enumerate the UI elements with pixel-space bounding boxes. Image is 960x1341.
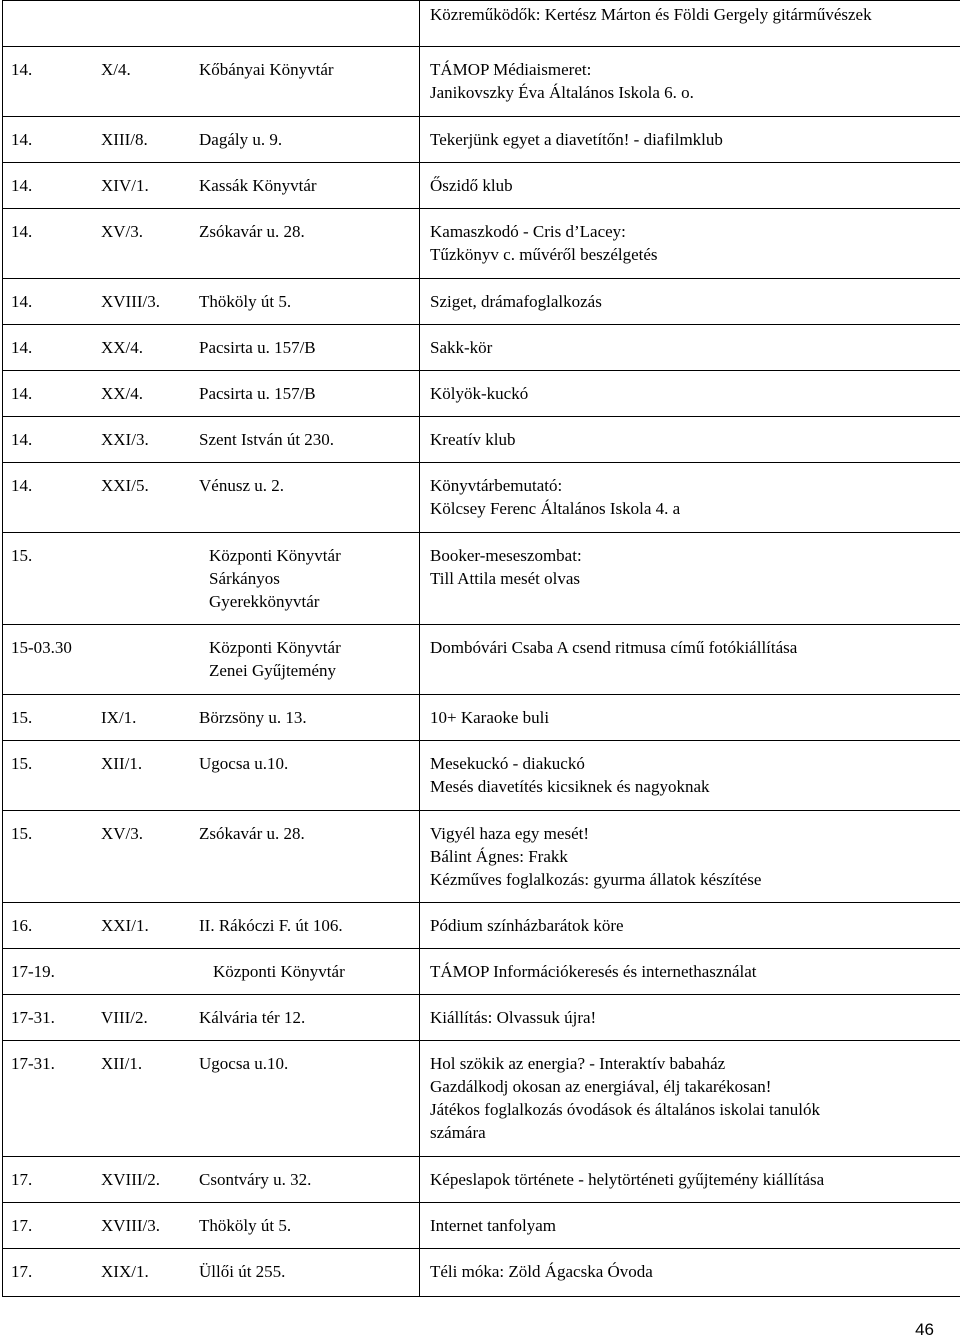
place-line: Thököly út 5.: [199, 1216, 292, 1235]
location-cell: [3, 209, 420, 279]
table-row: [3, 695, 960, 741]
table-row: [3, 811, 960, 903]
location-cell: [3, 163, 420, 209]
program-cell: [420, 117, 960, 163]
place-text: [199, 1260, 285, 1283]
table-row: [3, 1, 960, 47]
date-text: 14.: [11, 292, 33, 311]
program-text: [420, 625, 960, 659]
date-text: 14.: [11, 222, 33, 241]
date-text: 17-31.: [11, 1008, 55, 1027]
program-text: [420, 741, 960, 798]
table-row: [3, 325, 960, 371]
program-cell: [420, 371, 960, 417]
place-line: Központi Könyvtár: [209, 638, 341, 657]
place-text: [199, 58, 334, 81]
table-row: [3, 625, 960, 695]
place-line: Börzsöny u. 13.: [199, 708, 307, 727]
location-cell: [3, 1203, 420, 1249]
location-cell: [3, 1, 420, 47]
place-text: [199, 174, 317, 197]
program-line: Mesés diavetítés kicsiknek és nagyoknak: [430, 777, 710, 796]
place-line: Központi Könyvtár: [213, 962, 345, 981]
program-line: Booker-meseszombat:: [430, 546, 582, 565]
place-text: [199, 1168, 311, 1191]
date-text: 14.: [11, 130, 33, 149]
district-text: X/4.: [101, 60, 131, 79]
location-cell: [3, 279, 420, 325]
program-line: 10+ Karaoke buli: [430, 708, 550, 727]
program-cell: [420, 533, 960, 625]
district-text: VIII/2.: [101, 1008, 148, 1027]
district-text: IX/1.: [101, 708, 137, 727]
program-text: [420, 47, 960, 104]
table-row: [3, 533, 960, 625]
program-line: Tekerjünk egyet a diavetítőn! - diafilmklub: [430, 130, 723, 149]
date-text: 14.: [11, 338, 33, 357]
district-text: XIII/8.: [101, 130, 148, 149]
location-cell: [3, 117, 420, 163]
place-line: Üllői út 255.: [199, 1262, 286, 1281]
program-cell: [420, 1249, 960, 1297]
location-cell: [3, 417, 420, 463]
program-text: [420, 695, 960, 729]
program-line: Pódium színházbarátok köre: [430, 916, 624, 935]
program-line: Gazdálkodj okosan az energiával, élj takarékosan!: [430, 1077, 772, 1096]
program-line: Kölcsey Ferenc Általános Iskola 4. a: [430, 499, 681, 518]
program-text: [420, 279, 960, 313]
location-cell: [3, 695, 420, 741]
place-text: [199, 474, 284, 497]
table-row: [3, 117, 960, 163]
schedule-body: [3, 1, 960, 1297]
table-row: [3, 47, 960, 117]
place-line: Thököly út 5.: [199, 292, 292, 311]
location-cell: [3, 47, 420, 117]
location-cell: [3, 1041, 420, 1157]
program-text: [420, 1041, 960, 1144]
table-row: [3, 1157, 960, 1203]
place-text: [199, 290, 291, 313]
district-text: XX/4.: [101, 338, 144, 357]
place-text: [209, 544, 341, 613]
program-line: Őszidő klub: [430, 176, 513, 195]
program-line: számára: [430, 1123, 486, 1142]
date-text: 15-03.30: [11, 638, 72, 657]
place-line: Zsókavár u. 28.: [199, 222, 305, 241]
date-text: 14.: [11, 384, 33, 403]
date-text: 17-19.: [11, 962, 55, 981]
program-line: Könyvtárbemutató:: [430, 476, 563, 495]
place-line: Gyerekkönyvtár: [209, 592, 320, 611]
place-text: [199, 914, 343, 937]
date-text: 17.: [11, 1262, 33, 1281]
program-cell: [420, 949, 960, 995]
program-text: [420, 163, 960, 197]
district-text: XX/4.: [101, 384, 144, 403]
date-text: 15.: [11, 546, 33, 565]
location-cell: [3, 811, 420, 903]
date-text: 15.: [11, 754, 33, 773]
program-line: Képeslapok története - helytörténeti gyűjtemény kiállítása: [430, 1170, 825, 1189]
program-text: [420, 209, 960, 266]
district-text: XXI/5.: [101, 476, 149, 495]
table-row: [3, 741, 960, 811]
table-row: [3, 1249, 960, 1297]
place-line: II. Rákóczi F. út 106.: [199, 916, 343, 935]
program-line: Kölyök-kuckó: [430, 384, 529, 403]
date-text: 14.: [11, 430, 33, 449]
program-text: [420, 533, 960, 590]
program-line: Sakk-kör: [430, 338, 493, 357]
program-text: [420, 811, 960, 891]
district-text: XXI/3.: [101, 430, 149, 449]
place-text: [199, 128, 282, 151]
program-line: Internet tanfolyam: [430, 1216, 557, 1235]
program-line: TÁMOP Információkeresés és internethasználat: [430, 962, 757, 981]
place-text: [199, 382, 316, 405]
district-text: XXI/1.: [101, 916, 149, 935]
district-text: XIX/1.: [101, 1262, 149, 1281]
program-cell: [420, 163, 960, 209]
program-line: Kreatív klub: [430, 430, 516, 449]
location-cell: [3, 625, 420, 695]
page-number: 46: [915, 1320, 934, 1339]
table-row: [3, 1203, 960, 1249]
program-cell: [420, 995, 960, 1041]
program-text: [420, 995, 960, 1029]
district-text: XVIII/3.: [101, 1216, 161, 1235]
date-text: 15.: [11, 708, 33, 727]
place-text: [199, 336, 316, 359]
place-line: Pacsirta u. 157/B: [199, 338, 316, 357]
place-text: [209, 636, 341, 682]
program-text: [420, 949, 960, 983]
table-row: [3, 463, 960, 533]
table-row: [3, 163, 960, 209]
location-cell: [3, 903, 420, 949]
table-row: [3, 949, 960, 995]
program-cell: [420, 741, 960, 811]
program-cell: [420, 279, 960, 325]
program-line: Téli móka: Zöld Ágacska Óvoda: [430, 1262, 653, 1281]
program-line: Közreműködők: Kertész Márton és Földi Gergely gitárművészek: [430, 5, 872, 24]
program-line: Tűzkönyv c. művéről beszélgetés: [430, 245, 658, 264]
table-row: [3, 1041, 960, 1157]
program-line: Vigyél haza egy mesét!: [430, 824, 589, 843]
program-line: Sziget, drámafoglalkozás: [430, 292, 602, 311]
place-line: Sárkányos: [209, 569, 280, 588]
schedule-table: [2, 0, 960, 1297]
place-line: Kassák Könyvtár: [199, 176, 317, 195]
program-cell: [420, 695, 960, 741]
district-text: XIV/1.: [101, 176, 149, 195]
program-cell: [420, 209, 960, 279]
program-text: [420, 417, 960, 451]
table-row: [3, 417, 960, 463]
place-line: Ugocsa u.10.: [199, 1054, 289, 1073]
location-cell: [3, 463, 420, 533]
table-row: [3, 279, 960, 325]
table-row: [3, 371, 960, 417]
location-cell: [3, 1249, 420, 1297]
program-line: Kamaszkodó - Cris d’Lacey:: [430, 222, 626, 241]
place-line: Központi Könyvtár: [209, 546, 341, 565]
program-text: [420, 1157, 960, 1191]
location-cell: [3, 533, 420, 625]
place-text: [199, 752, 288, 775]
program-text: [420, 463, 960, 520]
date-text: 14.: [11, 176, 33, 195]
program-cell: [420, 47, 960, 117]
place-line: Dagály u. 9.: [199, 130, 283, 149]
program-cell: [420, 1157, 960, 1203]
district-text: XV/3.: [101, 222, 144, 241]
district-text: XV/3.: [101, 824, 144, 843]
location-cell: [3, 995, 420, 1041]
date-text: 16.: [11, 916, 33, 935]
date-text: 15.: [11, 824, 33, 843]
place-line: Csontváry u. 32.: [199, 1170, 312, 1189]
location-cell: [3, 949, 420, 995]
district-text: XVIII/3.: [101, 292, 161, 311]
location-cell: [3, 741, 420, 811]
place-text: [199, 220, 305, 243]
date-text: 17-31.: [11, 1054, 55, 1073]
program-text: [420, 1, 960, 26]
place-line: Ugocsa u.10.: [199, 754, 289, 773]
place-text: [199, 428, 334, 451]
table-row: [3, 209, 960, 279]
place-text: [199, 706, 307, 729]
location-cell: [3, 371, 420, 417]
location-cell: [3, 1157, 420, 1203]
table-row: [3, 995, 960, 1041]
program-cell: [420, 417, 960, 463]
program-cell: [420, 1, 960, 47]
program-text: [420, 325, 960, 359]
program-text: [420, 117, 960, 151]
district-text: XII/1.: [101, 1054, 143, 1073]
program-line: Kiállítás: Olvassuk újra!: [430, 1008, 597, 1027]
place-text: [199, 1214, 291, 1237]
program-text: [420, 903, 960, 937]
program-line: Janikovszky Éva Általános Iskola 6. o.: [430, 83, 694, 102]
program-line: Hol szökik az energia? - Interaktív babaház: [430, 1054, 726, 1073]
place-text: [199, 1006, 305, 1029]
program-line: Dombóvári Csaba A csend ritmusa című fotókiállítása: [430, 638, 798, 657]
program-cell: [420, 325, 960, 371]
program-line: Kézműves foglalkozás: gyurma állatok készítése: [430, 870, 762, 889]
place-line: Szent István út 230.: [199, 430, 335, 449]
district-text: XII/1.: [101, 754, 143, 773]
program-cell: [420, 1203, 960, 1249]
table-row: [3, 903, 960, 949]
program-text: [420, 1249, 960, 1283]
place-line: Kálvária tér 12.: [199, 1008, 306, 1027]
place-text: [199, 1052, 288, 1075]
place-line: Zsókavár u. 28.: [199, 824, 305, 843]
program-cell: [420, 625, 960, 695]
program-line: Bálint Ágnes: Frakk: [430, 847, 568, 866]
program-cell: [420, 1041, 960, 1157]
date-text: 14.: [11, 60, 33, 79]
place-line: Pacsirta u. 157/B: [199, 384, 316, 403]
program-cell: [420, 811, 960, 903]
program-text: [420, 371, 960, 405]
place-line: Zenei Gyűjtemény: [209, 661, 336, 680]
program-cell: [420, 463, 960, 533]
district-text: XVIII/2.: [101, 1170, 161, 1189]
date-text: 17.: [11, 1170, 33, 1189]
place-line: Vénusz u. 2.: [199, 476, 284, 495]
program-cell: [420, 903, 960, 949]
program-line: Játékos foglalkozás óvodások és általános iskolai tanulók: [430, 1100, 820, 1119]
place-text: [213, 960, 345, 983]
location-cell: [3, 325, 420, 371]
program-line: Mesekuckó - diakuckó: [430, 754, 585, 773]
place-line: Kőbányai Könyvtár: [199, 60, 334, 79]
date-text: 14.: [11, 476, 33, 495]
program-line: Till Attila mesét olvas: [430, 569, 581, 588]
place-text: [199, 822, 305, 845]
date-text: 17.: [11, 1216, 33, 1235]
program-line: TÁMOP Médiaismeret:: [430, 60, 592, 79]
program-text: [420, 1203, 960, 1237]
